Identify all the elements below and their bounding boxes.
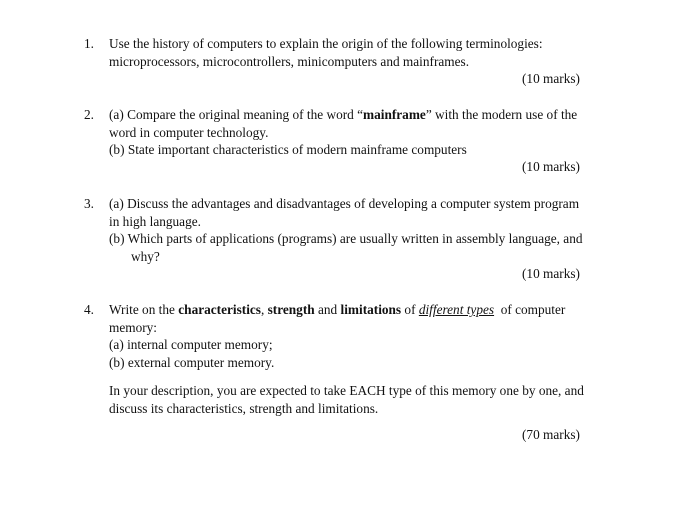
marks-label: (10 marks) bbox=[522, 71, 580, 86]
instruction-line: In your description, you are expected to take EACH type of this memory one by one, and bbox=[109, 383, 584, 399]
question-line: (a) Compare the original meaning of the word “mainframe” with the modern use of the bbox=[109, 107, 578, 122]
marks-label: (10 marks) bbox=[522, 159, 580, 174]
question-line: microprocessors, microcontrollers, minicomputers and mainframes. bbox=[109, 53, 470, 69]
question-line: Write on the characteristics, strength and limitations of different types of computer bbox=[109, 302, 566, 317]
question-text bbox=[109, 301, 639, 418]
question-line: in high language. bbox=[109, 213, 201, 229]
emphasis-different-types: different types bbox=[418, 302, 495, 317]
question-number: 3. bbox=[84, 196, 94, 211]
keyword-strength: strength bbox=[267, 302, 315, 317]
question-line: memory: bbox=[109, 319, 158, 335]
keyword-mainframe: mainframe bbox=[363, 107, 426, 122]
question-line: Use the history of computers to explain the origin of the following terminologies: bbox=[109, 36, 543, 51]
question-line: (a) Discuss the advantages and disadvantages of developing a computer system program bbox=[109, 196, 580, 211]
marks-label: (10 marks) bbox=[522, 266, 580, 281]
list-item-external: (b) external computer memory. bbox=[109, 354, 275, 370]
question-number: 1. bbox=[84, 36, 94, 51]
question-line: (b) State important characteristics of modern mainframe computers bbox=[109, 142, 467, 158]
question-line: word in computer technology. bbox=[109, 124, 269, 140]
instruction-line: discuss its characteristics, strength and limitations. bbox=[109, 400, 379, 416]
question-line: why? bbox=[131, 248, 160, 264]
list-item-internal: (a) internal computer memory; bbox=[109, 337, 273, 353]
marks-label: (70 marks) bbox=[522, 427, 580, 442]
question-number: 2. bbox=[84, 107, 94, 122]
question-text bbox=[109, 106, 639, 159]
question-line: (b) Which parts of applications (programs) are usually written in assembly language, and bbox=[109, 231, 583, 247]
keyword-characteristics: characteristics bbox=[178, 302, 261, 317]
question-number: 4. bbox=[84, 302, 94, 317]
question-text bbox=[109, 195, 639, 265]
keyword-limitations: limitations bbox=[340, 302, 402, 317]
